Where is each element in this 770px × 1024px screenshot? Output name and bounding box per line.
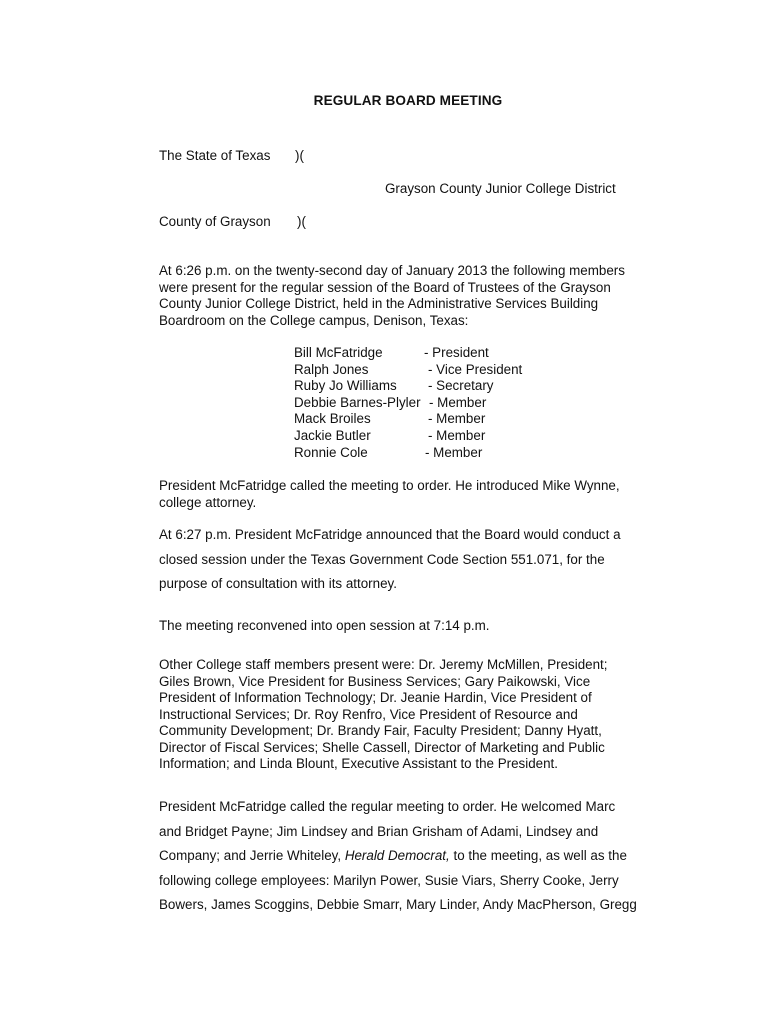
closed-session-line: At 6:27 p.m. President McFatridge announced that the Board would conduct a	[159, 527, 621, 542]
regular-meeting-line: Bowers, James Scoggins, Debbie Smarr, Mary Linder, Andy MacPherson, Gregg	[159, 897, 637, 913]
call-to-order-line: President McFatridge called the meeting to order. He introduced Mike Wynne,	[159, 478, 620, 493]
intro-line: County Junior College District, held in the Administrative Services Building	[159, 296, 599, 311]
member-role: - Member	[428, 428, 486, 443]
member-role: - Member	[428, 411, 486, 427]
member-name: Debbie Barnes-Plyler	[294, 394, 421, 410]
intro-line: Boardroom on the College campus, Denison, Texas:	[159, 312, 469, 328]
member-name: Bill McFatridge	[294, 345, 383, 360]
member-row	[294, 394, 487, 412]
intro-paragraph	[159, 263, 659, 329]
member-role: - Secretary	[428, 378, 494, 394]
member-role: - Vice President	[428, 361, 523, 377]
call-to-order-paragraph	[159, 478, 659, 511]
reconvene-paragraph: The meeting reconvened into open session at 7:14 p.m.	[159, 618, 490, 633]
members-list	[294, 345, 523, 461]
member-row	[294, 361, 523, 379]
staff-line: Instructional Services; Dr. Roy Renfro, Vice President of Resource and	[159, 706, 578, 722]
newspaper-name: Herald Democrat,	[344, 848, 450, 864]
closed-session-line: closed session under the Texas Government Code Section 551.071, for the	[159, 551, 605, 567]
member-name: Ruby Jo Williams	[294, 378, 397, 394]
staff-paragraph	[159, 657, 659, 773]
regular-meeting-line: President McFatridge called the regular meeting to order. He welcomed Marc	[159, 799, 616, 814]
member-row	[294, 378, 494, 395]
staff-line: Other College staff members present were: Dr. Jeremy McMillen, President;	[159, 657, 608, 672]
district-name: Grayson County Junior College District	[385, 181, 616, 196]
staff-line: Director of Fiscal Services; Shelle Cassell, Director of Marketing and Public	[159, 739, 605, 755]
regular-meeting-line	[159, 844, 659, 869]
intro-line: were present for the regular session of the Board of Trustees of the Grayson	[159, 279, 611, 295]
closed-session-line: purpose of consultation with its attorney.	[159, 576, 397, 592]
member-name: Ronnie Cole	[294, 444, 368, 460]
page-title: REGULAR BOARD MEETING	[313, 93, 503, 108]
member-row	[294, 444, 483, 462]
regular-meeting-line: following college employees: Marilyn Power, Susie Viars, Sherry Cooke, Jerry	[159, 872, 619, 888]
regular-meeting-text: Company; and Jerrie Whiteley,	[159, 848, 345, 864]
state-mark: )(	[295, 148, 304, 163]
county-mark: )(	[297, 214, 306, 229]
member-row	[294, 345, 489, 362]
state-label: The State of Texas	[159, 148, 271, 163]
staff-line: Information; and Linda Blount, Executive Assistant to the President.	[159, 756, 558, 771]
member-row	[294, 427, 486, 445]
member-role: - Member	[425, 444, 483, 460]
call-to-order-line: college attorney.	[159, 494, 257, 510]
member-name: Ralph Jones	[294, 361, 369, 377]
regular-meeting-text: to the meeting, as well as the	[449, 848, 627, 864]
regular-meeting-line: and Bridget Payne; Jim Lindsey and Brian Grisham of Adami, Lindsey and	[159, 823, 599, 839]
member-role: - President	[424, 345, 489, 360]
intro-line: At 6:26 p.m. on the twenty-second day of January 2013 the following members	[159, 263, 625, 278]
member-name: Jackie Butler	[294, 427, 371, 443]
member-name: Mack Broiles	[294, 411, 371, 427]
member-row	[294, 411, 486, 428]
member-role: - Member	[429, 394, 487, 410]
regular-meeting-paragraph	[159, 795, 659, 918]
staff-line: President of Information Technology; Dr. Jeanie Hardin, Vice President of	[159, 690, 592, 705]
staff-line: Community Development; Dr. Brandy Fair, Faculty President; Danny Hyatt,	[159, 723, 602, 738]
county-label: County of Grayson	[159, 214, 271, 229]
closed-session-paragraph	[159, 523, 659, 597]
staff-line: Giles Brown, Vice President for Business Services; Gary Paikowski, Vice	[159, 673, 591, 689]
